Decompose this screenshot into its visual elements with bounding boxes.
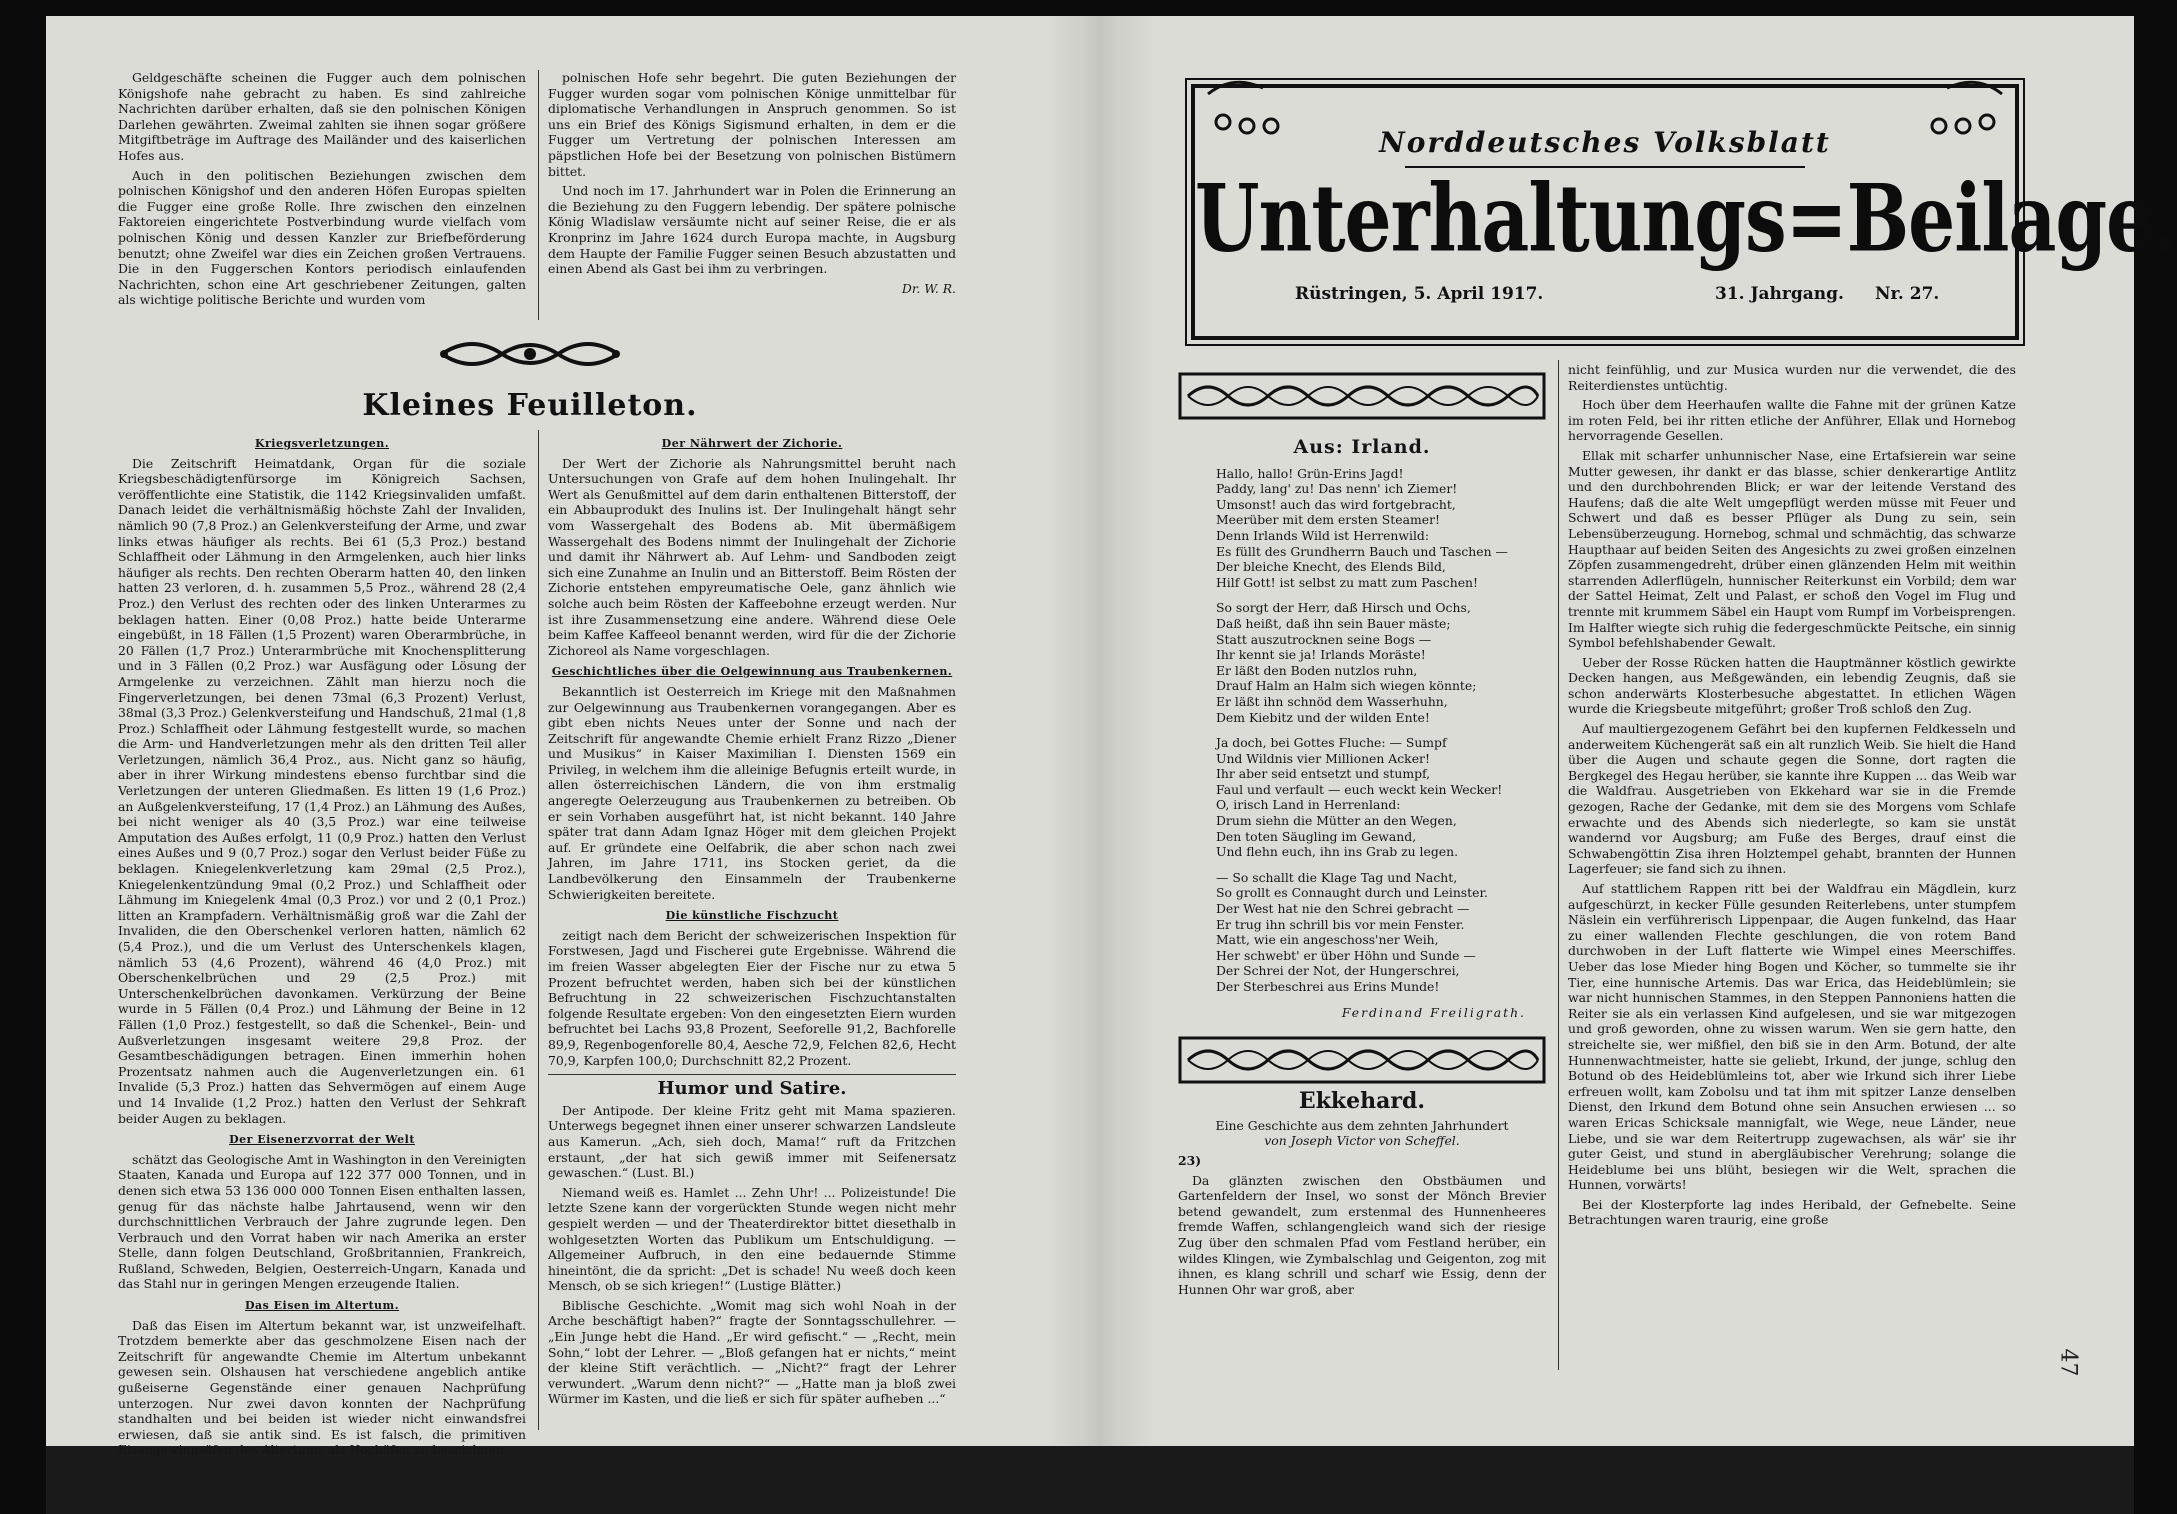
masthead	[1191, 84, 2177, 340]
humor-heading: Humor und Satire.	[657, 1078, 847, 1100]
issue-number: Nr. 27.	[1875, 284, 1940, 304]
paragraph: schätzt das Geologische Amt in Washington in den Vereinigten Staaten, Kanada und Europa auf 122 377 000 Tonnen, und in denen sich etwa 53 136 000 000 Tonnen Eisen enthalten lassen, genug für das nächste halbe Jahrtausend, wenn wir den durchschnittlichen Verbrauch der Jahre zugrunde legen. Den Verbrauch und den Vorrat haben wir nach Amerika an erster Stelle, dann folgen Deutschland, Großbritannien, Frankreich, Rußland, Schweden, Belgien, Oesterreich-Ungarn, Kanada und das Stahl nur in geringen Mengen erzeugende Italien.	[118, 1151, 526, 1292]
poem-stanza: — So schallt die Klage Tag und Nacht, So grollt es Connaught durch und Leinster. Der West hat nie den Schrei gebracht — Er trug ihn schrill bis vor mein Fenster. Matt, wie ein angeschoss'ner Weih, Her schwebt' er über Höhn und Sunde — Der Schrei der Not, der Hungerschrei, Der Sterbeschrei aus Erins Munde!	[1216, 869, 1488, 994]
col3	[1178, 434, 1546, 1444]
chapter-number: 23)	[1178, 1152, 1202, 1168]
ekkehard-heading: Ekkehard.	[1298, 1088, 1426, 1115]
paragraph: Bei der Klosterpforte lag indes Heribald, der Gefnebelte. Seine Betrachtungen waren traurig, eine große	[1568, 1196, 2016, 1228]
column-rule	[538, 70, 539, 320]
paragraph: polnischen Hofe sehr begehrt. Die guten Beziehungen der Fugger wurden sogar vom polnischen Könige unmittelbar für diplomatische Verhandlungen in Anspruch genommen. So ist uns ein Brief des Königs Sigismund erhalten, in dem er die Fugger um Vertretung der polnischen Interessen am päpstlichen Hofe bei der Besetzung von polnischen Bistümern bittet.	[548, 70, 956, 179]
page-number: 47	[2055, 1348, 2081, 1377]
section-heading: Die künstliche Fischzucht	[665, 909, 839, 923]
col4	[1568, 362, 2016, 1372]
section-heading: Das Eisen im Altertum.	[244, 1299, 400, 1313]
paragraph: Auf stattlichem Rappen ritt bei der Waldfrau ein Mägdlein, kurz aufgeschürzt, in kecker Fülle gesunden Reiterlebens, unter stumpfem Näslein ein verführerisch Lippenpaar, die Augen funkelnd, das Haar zu einer wallenden Flechte geschlungen, die von rotem Band durchwoben in der Luft flatterte wie Wimpel eines Meerschiffes. Ueber das lose Mieder hing Bogen und Köcher, so tummelte sie ihr Tier, eine hunnische Artemis. Das war Erica, das Heideblümlein; sie war nicht hunnischen Stammes, in den Steppen Pannoniens hatten die Reiter sie als ein verlassen Kind aufgelesen, und sie war mitgezogen und groß geworden, ohne zu wissen warum. Wen sie gern hatte, den streichelte sie, wer mißfiel, den biß sie in den Arm. Botund, der alte Hunnenwachtmeister, hatte sie geliebt, Irkund, der junge, schlug den Botund ob des Heideblümleins tot, aber wie Irkund sich ihrer Liebe erfreuen wollt, kam Zobolsu und tat ihm mit spitzer Lanze denselben Dienst, den Irkund dem Botund ohne sein Ansuchen erwiesen ... so waren Ericas Schicksale mannigfalt, wie Wege, neue Länder, neue Liebe, und sie war dem Reitertrupp zugewachsen, als wär' sie ihr guter Geist, und stund in abergläubischer Verehrung; solange die Heideblume bei uns blüht, besiegen wir die Welt, sprachen die Hunnen, vorwärts!	[1568, 881, 2016, 1193]
issue-date: Rüstringen, 5. April 1917.	[1295, 284, 1544, 304]
poem-stanza: Hallo, hallo! Grün-Erins Jagd! Paddy, lang' zu! Das nenn' ich Ziemer! Umsonst! auch das wird fortgebracht, Meerüber mit dem ersten Steamer! Denn Irlands Wild ist Herrenwild: Es füllt des Grundherrn Bauch und Taschen — Der bleiche Knecht, des Elends Bild, Hilf Gott! ist selbst zu matt zum Paschen!	[1216, 465, 1508, 590]
paragraph: zeitigt nach dem Bericht der schweizerischen Inspektion für Forstwesen, Jagd und Fischerei gute Ergebnisse. Während die im freien Wasser abgelegten Eier der Fische nur zu etwa 5 Prozent befruchtet werden, haben sich bei der künstlichen Befruchtung in 22 schweizerischen Fischzuchtanstalten folgende Resultate ergeben: Von den eingesetzten Eiern wurden befruchtet bei Lachs 93,8 Prozent, Seeforelle 91,2, Bachforelle 89,9, Regenbogenforelle 80,4, Aesche 72,9, Felchen 82,6, Hecht 70,9, Karpfen 100,0; Durchschnitt 82,2 Prozent.	[548, 927, 956, 1068]
poem-author: Ferdinand Freiligrath.	[1341, 1004, 1526, 1020]
col2-lower	[548, 430, 956, 1430]
ekkehard-byline: von Joseph Victor von Scheffel.	[1264, 1133, 1460, 1149]
section-heading: Kriegsverletzungen.	[254, 437, 390, 450]
paragraph: Und noch im 17. Jahrhundert war in Polen die Erinnerung an die Beziehung zu den Fuggern lebendig. Der spätere polnische König Wladislaw versäumte nicht auf seiner Reise, die er als Kronprinz im Jahre 1624 durch Europa machte, in Augsburg dem Haupte der Familie Fugger seinen Besuch abzustatten und einen Abend als Gast bei ihm zu verbringen.	[548, 183, 956, 277]
column-rule	[1558, 360, 1559, 1370]
publication-name: Norddeutsches Volksblatt	[1379, 126, 1831, 159]
irland-heading: Aus: Irland.	[1293, 436, 1431, 458]
paragraph: Bekanntlich ist Oesterreich im Kriege mit den Maßnahmen zur Oelgewinnung aus Traubenkernen vorangegangen. Aber es gibt eben nichts Neues unter der Sonne und nach der Zeitschrift für angewandte Chemie erhielt Franz Rizzo „Diener und Musikus“ in Kaiser Maximilian I. Diensten 1569 ein Privileg, in welchem ihm die alleinige Befugnis erteilt wurde, in allen österreichischen Ländern, die von ihm erstmalig angeregte Oelerzeugung aus Traubenkernen zu betreiben. Ob er sein Vorhaben ausgeführt hat, ist nicht bekannt. 140 Jahre später trat dann Adam Ignaz Höger mit dem gleichen Projekt auf. Er gründete eine Oelfabrik, die aber schon nach zwei Jahren, im Jahre 1711, ins Stocken geriet, da die Landbevölkerung den Einsammeln der Traubenkerne Schwierigkeiten bereitete.	[548, 683, 956, 902]
paragraph: Der Wert der Zichorie als Nahrungsmittel beruht nach Untersuchungen von Grafe auf dem hohen Inulingehalt. Ihr Wert als Genußmittel auf dem darin enthaltenen Bitterstoff, der ein Abbauprodukt des Inulins ist. Der Inulingehalt hängt sehr vom Wassergehalt des Bodens ab. Mit übermäßigem Wassergehalt des Bodens nimmt der Inulingehalt der Zichorie und damit ihr Nährwert ab. Auf Lehm- und Sandboden zeigt sich eine Zunahme an Inulin und an Bitterstoff. Beim Rösten der Zichorie entstehen empyreumatische Oele, ganz ähnlich wie solche auch beim Rösten der Kaffeebohne erzeugt werden. Nur ist ihre Zusammensetzung eine andere. Während diese Oele beim Kaffee Kaffeeol benannt werden, wird für die der Zichorie Zichoreol als Name vorgeschlagen.	[548, 455, 956, 658]
paragraph: Geldgeschäfte scheinen die Fugger auch dem polnischen Königshofe nahe gebracht zu haben. Es sind zahlreiche Nachrichten darüber erhalten, daß sie den polnischen Königen Darlehen gewährten. Zweimal zahlten sie ihnen sogar größere Mitgiftbeträge im Auftrage des Mailänder und des kaiserlichen Hofes aus.	[118, 70, 526, 163]
col1-top	[118, 70, 526, 320]
decorative-band	[1178, 1034, 1546, 1086]
paragraph: Der Antipode. Der kleine Fritz geht mit Mama spazieren. Unterwegs begegnet ihnen einer unserer schwarzen Landsleute aus Kamerun. „Ach, sieh doch, Mama!“ ruft da Fritzchen erstaunt, „der hat sich gewiß immer mit Seifenersatz gewaschen.“ (Lust. Bl.)	[548, 1102, 956, 1181]
decorative-ornament	[432, 332, 628, 376]
paragraph: Ueber der Rosse Rücken hatten die Hauptmänner köstlich gewirkte Decken hangen, aus Meßgewänden, ein lebendig Zeugnis, daß sie schon anderwärts Klosterbesuche abgestattet. In etlichen Wägen wurde die Kriegsbeute mitgeführt; großer Troß schloß den Zug.	[1568, 654, 2016, 717]
signature: Dr. W. R.	[901, 280, 956, 296]
masthead-title: Unterhaltungs=Beilage.	[1195, 165, 2177, 273]
paragraph: Ellak mit scharfer unhunnischer Nase, eine Ertafsierein war seine Mutter gewesen, ihr dankt er das blasse, schier denkerartige Antlitz und den durchbohrenden Blick; er war der leitende Verstand des Haufens; daß die alte Welt umgepflügt werden müsse mit Feuer und Schwert und daß es besser Pflüger als Dung zu sein, sein Lebensüberzeugung. Hornebog, schmal und schmächtig, das schwarze Haupthaar auf beiden Seiten des Angesichts zu zwei großen einzelnen Zöpfen zusammengedreht, drüber einen glänzenden Helm mit weithin starrenden Adlerflügeln, hunnischer Reiterkunst ein Vorbild; dem war der Sattel Heimat, Zelt und Palast, er schoß den Vogel im Flug und trennte mit krummem Säbel ein Haupt vom Rumpf im Vorbeisprengen. Im Halfter wiegte sich ruhig die federgeschmückte Peitsche, ein sinnig Symbol befehlshabender Gewalt.	[1568, 447, 2016, 651]
section-heading: Geschichtliches über die Oelgewinnung aus Traubenkernen.	[551, 665, 953, 679]
page-gutter	[1045, 16, 1155, 1446]
paragraph: Auf maultiergezogenem Gefährt bei den kupfernen Feldkesseln und anderweitem Küchengerät saß ein alt runzlich Weib. Sie hielt die Hand über die Augen und schaute gegen die Sonne, dort ragten die Bergkegel des Hegau herüber, sie kannte ihre Kuppen ... das Weib war die Waldfrau. Ausgetrieben von Ekkehard war sie in die Fremde gezogen, Rache der Gedanke, mit dem sie des Morgens vom Schlafe erwachte und des Abends sich niederlegte, so kam sie unstät wandernd vor Augsburg; am Fuße des Berges, drauf einst die Schwabengöttin Zisa ihren Holztempel gehabt, brannten der Hunnen Lagerfeuer; sie fand sich zu ihnen.	[1568, 721, 2016, 877]
col1-lower	[118, 430, 526, 1458]
paragraph: Daß das Eisen im Altertum bekannt war, ist unzweifelhaft. Trotzdem bemerkte aber das geschmolzene Eisen nach der Zeitschrift für angewandte Chemie im Altertum unbekannt gewesen sein. Olshausen hat verschiedene angeblich antike gußeiserne Gegenstände einer genauen Nachprüfung unterzogen. Nur zwei davon konnten der Nachprüfung standhalten und bei beiden ist wieder nicht einwandsfrei erwiesen, daß sie antik sind. Es ist falsch, die primitiven Eisengewinnsöfen des Altertums als Hochöfen zu bezeichnen.	[118, 1317, 526, 1458]
paragraph: Da glänzten zwischen den Obstbäumen und Gartenfeldern der Insel, wo sonst der Mönch Brevier betend gewandelt, zum erstenmal des Hunnenheeres fremde Waffen, schlangengleich wand sich der riesige Zug über den schmalen Pfad vom Festland herüber, ein wildes Klingen, wie Zymbalschlag und Geigenton, zog mit ihnen, es klang schrill und scharf wie Essig, denn der Hunnen Ohr war groß, aber	[1178, 1172, 1546, 1297]
section-rule	[548, 1074, 956, 1075]
paragraph: Biblische Geschichte. „Womit mag sich wohl Noah in der Arche beschäftigt haben?“ fragte der Sonntagsschullehrer. — „Ein Junge hebt die Hand. „Er wird gefischt.“ — „Recht, mein Sohn,“ lobt der Lehrer. — „Bloß gefangen hat er nichts,“ meint der kleine Stift verächtlich. — „Nicht?“ fragt der Lehrer verwundert. „Warum denn nicht?“ — „Hatte man ja bloß zwei Würmer im Kasten, und die ließ er sich für später aufheben ...“	[548, 1297, 956, 1407]
decorative-band	[1178, 370, 1546, 422]
poem-stanza: Ja doch, bei Gottes Fluche: — Sumpf Und Wildnis vier Millionen Acker! Ihr aber seid entsetzt und stumpf, Faul und verfault — euch weckt kein Wecker! O, irisch Land in Herrenland: Drum siehn die Mütter an den Wegen, Den toten Säugling im Gewand, Und flehn euch, ihn ins Grab zu legen.	[1216, 735, 1503, 860]
column-rule	[538, 430, 539, 1430]
paragraph: Auch in den politischen Beziehungen zwischen dem polnischen Königshof und den anderen Höfen Europas spielten die Fugger eine große Rolle. Ihre zwischen den einzelnen Faktoreien eingerichtete Postverbindung wurde vielfach vom polnischen König und dessen Kanzler zur Briefbeförderung benutzt; ohne Zweifel war dies ein Zeichen großen Vertrauens. Die in den Fuggerschen Kontors periodisch einlaufenden Nachrichten, schon eine Art geschriebener Zeitungen, galten als wichtige politische Berichte und wurden vom	[118, 167, 526, 308]
ekkehard-subtitle: Eine Geschichte aus dem zehnten Jahrhundert	[1215, 1117, 1509, 1133]
paragraph: Niemand weiß es. Hamlet ... Zehn Uhr! ... Polizeistunde! Die letzte Szene kann der vorgerückten Stunde wegen nicht mehr gespielt werden — und der Theaterdirektor bittet diesethalb in wohlgesetzten Worten das Publikum um Entschuldigung. — Allgemeiner Aufbruch, in den eine bedauernde Stimme hineintönt, die da spricht: „Det is schade! Nu weeß doch keen Mensch, ob se sich kriegen!“ (Lustige Blätter.)	[548, 1184, 956, 1294]
volume: 31. Jahrgang.	[1715, 284, 1844, 304]
section-heading: Der Nährwert der Zichorie.	[661, 437, 843, 450]
paragraph: nicht feinfühlig, und zur Musica wurden nur die verwendet, die des Reiterdienstes untüchtig.	[1568, 362, 2016, 393]
paragraph: Die Zeitschrift Heimatdank, Organ für die soziale Kriegsbeschädigtenfürsorge im Königreich Sachsen, veröffentlichte eine Statistik, die 1142 Kriegsinvaliden umfaßt. Danach leidet die verhältnismäßig höchste Zahl der Invaliden, nämlich 90 (7,8 Proz.) an Gelenkversteifung der Arme, und zwar links etwas häufiger als rechts. Bei 61 (5,3 Proz.) bestand Schlaffheit oder Lähmung in den Armgelenken, auch hier links häufiger als rechts. Den rechten Oberarm hatten 40, den linken hatten 23 verloren, d. h. zusammen 5,5 Proz., während 28 (2,4 Proz.) den Verlust des rechten oder des linken Unterarmes zu beklagen hatten. Einer (0,08 Proz.) hatte beide Unterarme eingebüßt, in 18 Fällen (1,5 Prozent) waren Oberarmbrüche, in 20 Fällen (1,7 Proz.) Unterarmbrüche mit Knochensplitterung und in 3 Fällen (0,2 Proz.) war Ausfägung oder Lösung der Armgelenke zu verzeichnen. Zählt man hierzu noch die Fingerverletzungen, bei denen 73mal (6,3 Prozent) Verlust, 38mal (3,3 Proz.) Gelenkversteifung und Handschuß, 21mal (1,8 Proz.) Schlaffheit oder Lähmung festgestellt wurde, so machen die Arm- und Handverletzungen mehr als den dritten Teil aller Verletzungen, nämlich 36,4 Proz., aus. Nicht ganz so häufig, aber in ihrer Wirkung mindestens ebenso furchtbar sind die Verletzungen der unteren Gliedmaßen. Es litten 19 (1,6 Proz.) an Außgelenkversteifung, 17 (1,4 Proz.) an Lähmung des Außes, bei nicht weniger als 40 (3,5 Proz.) war eine teilweise Amputation des Außes erfolgt, 11 (0,9 Proz.) hatten den Verlust eines Außes und 9 (0,7 Proz.) sogar den Verlust beider Füße zu beklagen. Kniegelenkverletzung kam 29mal (2,5 Proz.), Kniegelenkentzündung 9mal (0,2 Proz.) und Schlaffheit oder Lähmung im Kniegelenk 4mal (0,3 Proz.) vor und 2 (0,1 Proz.) litten an Krampfadern. Verhältnismäßig groß war die Zahl der Invaliden, die den Oberschenkel verloren hatten, nämlich 62 (5,4 Proz.), und die um Verlust des Unterschenkels klagen, nämlich 53 (4,6 Prozent), während 46 (4,0 Proz.) mit Oberschenkelbrüchen und 29 (2,5 Proz.) mit Unterschenkelbrüchen davonkamen. Verkürzung der Beine wurde in 5 Fällen (0,4 Proz.) und Lähmung der Beine in 12 Fällen (1,0 Proz.) festgestellt, so daß die Schenkel-, Bein- und Außverletzungen insgesamt weitere 29,8 Proz. der Gesamtbeschädigungen betragen. Einen immerhin hohen Prozentsatz nahmen auch die Augenverletzungen ein. 61 Invalide (5,3 Proz.) hatten das Sehvermögen auf einem Auge und 14 Invalide (1,2 Proz.) hatten den Verlust der Sehkraft beider Augen zu beklagen.	[118, 455, 526, 1126]
feuilleton-heading: Kleines Feuilleton.	[362, 388, 698, 423]
poem-stanza: So sorgt der Herr, daß Hirsch und Ochs, Daß heißt, daß ihn sein Bauer mäste; Statt auszutrocknen seine Bogs — Ihr kennt sie ja! Irlands Moräste! Er läßt den Boden nutzlos ruhn, Drauf Halm an Halm sich wiegen könnte; Er läßt ihn schnöd dem Wasserhuhn, Dem Kiebitz und der wilden Ente!	[1216, 600, 1477, 725]
paragraph: Hoch über dem Heerhaufen wallte die Fahne mit der grünen Katze im roten Feld, bei ihr ritten etliche der Anführer, Ellak und Hornebog hervorragende Gesellen.	[1568, 397, 2016, 444]
section-heading: Der Eisenerzvorrat der Welt	[229, 1133, 415, 1147]
col2-top	[548, 70, 956, 320]
